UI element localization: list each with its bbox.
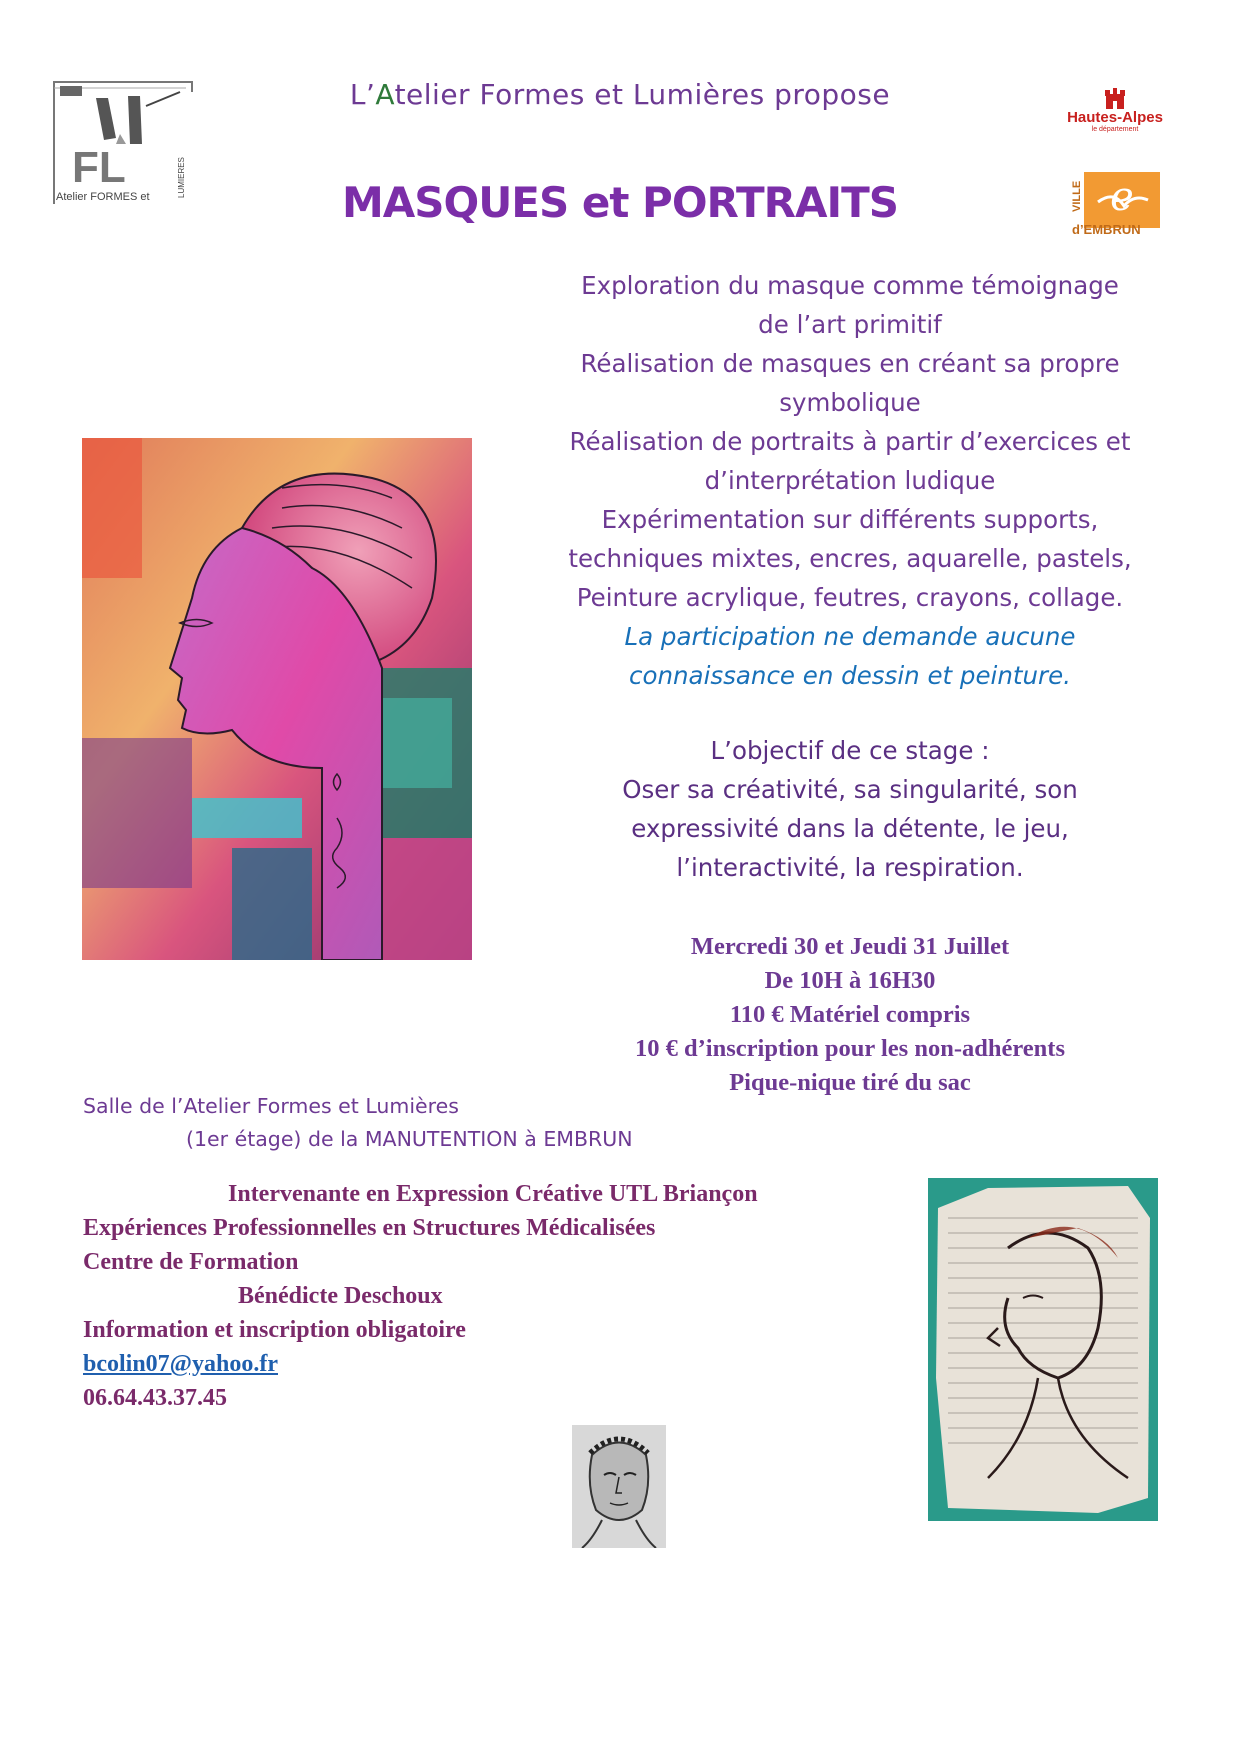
objective-line: l’interactivité, la respiration. (676, 853, 1024, 882)
objective-line: expressivité dans la détente, le jeu, (631, 814, 1069, 843)
embrun-name-text: d’EMBRUN (1072, 222, 1141, 236)
description-line: symbolique (779, 388, 921, 417)
phone-number: 06.64.43.37.45 (83, 1385, 227, 1411)
description-line: Peinture acrylique, feutres, crayons, collage. (576, 583, 1124, 612)
email-link[interactable]: bcolin07@yahoo.fr (83, 1351, 278, 1377)
description (540, 266, 1160, 695)
hautes-alpes-subtext: le département (1091, 126, 1139, 133)
objective-line: L’objectif de ce stage : (710, 736, 990, 765)
description-line: Exploration du masque comme témoignage (581, 271, 1119, 300)
embrun-ville-text: VILLE (1071, 180, 1083, 212)
contact-info: Information et inscription obligatoire (83, 1317, 466, 1343)
objective-line: Oser sa créativité, sa singularité, son (622, 775, 1078, 804)
intro-rest: telier Formes et Lumières propose (394, 78, 891, 111)
intro-prefix: L’ (349, 78, 376, 111)
participation-note: La participation ne demande aucune (624, 622, 1076, 651)
description-line: Réalisation de masques en créant sa propre (580, 349, 1120, 378)
atelier-logo-side-text: LUMIERES (177, 157, 186, 198)
description-line: d’interprétation ludique (704, 466, 996, 495)
contact-name: Bénédicte Deschoux (238, 1283, 443, 1309)
schedule (540, 930, 1160, 1100)
description-line: Réalisation de portraits à partir d’exercices et (569, 427, 1131, 456)
atelier-logo-letters: FL (72, 143, 126, 192)
newspaper-portrait (928, 1178, 1158, 1521)
description-line: techniques mixtes, encres, aquarelle, pastels, (568, 544, 1132, 573)
schedule-lunch: Pique-nique tiré du sac (729, 1069, 971, 1096)
schedule-hours: De 10H à 16H30 (764, 967, 936, 994)
contact-training: Centre de Formation (83, 1249, 299, 1275)
intro-line (0, 78, 1240, 111)
atelier-logo-caption: Atelier FORMES et (56, 191, 150, 203)
description-line: Expérimentation sur différents supports, (601, 505, 1099, 534)
schedule-registration-fee: 10 € d’inscription pour les non-adhérents (635, 1035, 1065, 1062)
svg-text:e: e (1110, 174, 1134, 220)
objective (540, 731, 1160, 887)
venue-line: (1er étage) de la MANUTENTION à EMBRUN (186, 1127, 633, 1151)
schedule-price: 110 € Matériel compris (729, 1001, 971, 1028)
description-line: de l’art primitif (758, 310, 942, 339)
contact-role: Intervenante en Expression Créative UTL Briançon (228, 1181, 758, 1207)
sketch-portrait (572, 1425, 666, 1548)
hautes-alpes-text: Hautes-Alpes (1067, 109, 1163, 126)
venue-line: Salle de l’Atelier Formes et Lumières (83, 1094, 459, 1118)
intro-a: A (375, 78, 395, 111)
page-title: MASQUES et PORTRAITS (341, 178, 899, 227)
profile-painting (82, 438, 472, 960)
schedule-dates: Mercredi 30 et Jeudi 31 Juillet (690, 933, 1010, 960)
contact-experience: Expériences Professionnelles en Structures Médicalisées (83, 1215, 656, 1241)
participation-note: connaissance en dessin et peinture. (629, 661, 1071, 690)
